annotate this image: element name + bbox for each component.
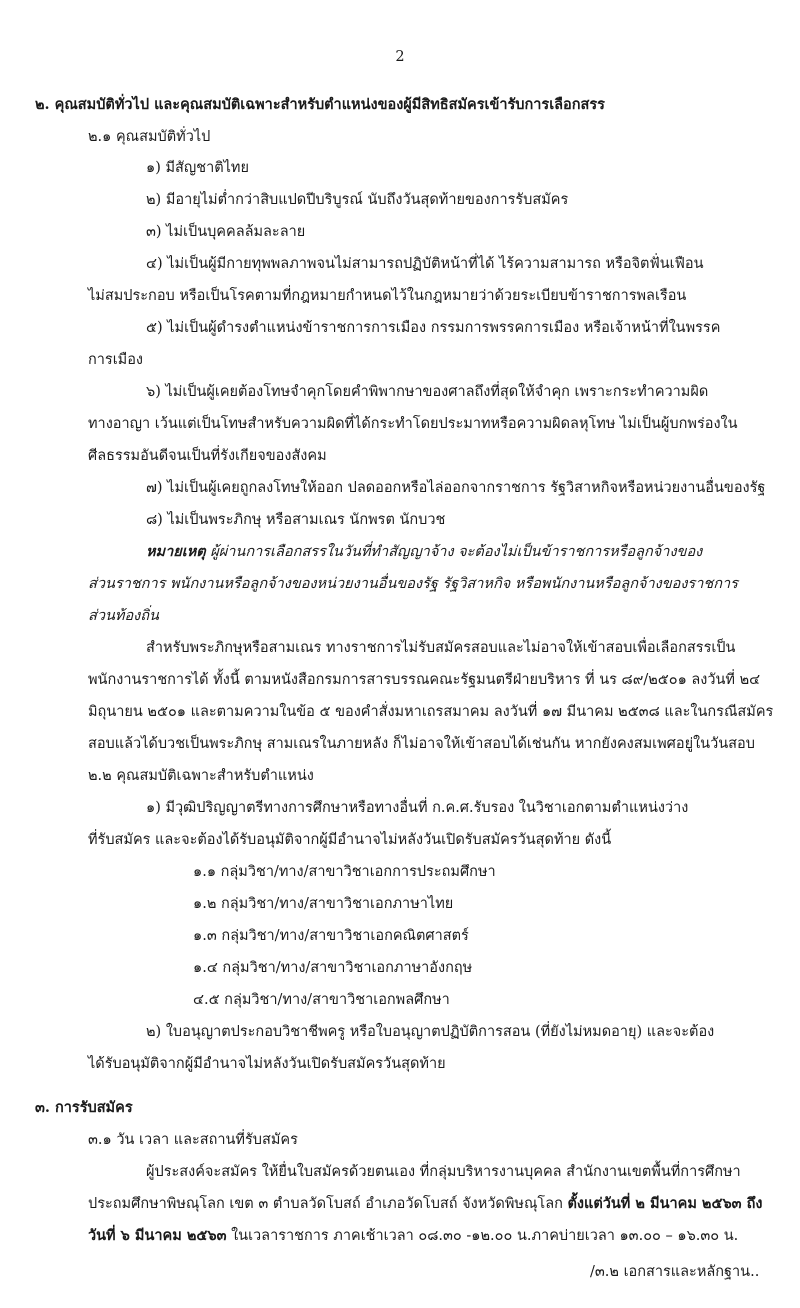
general-item-5-line-1: ๕) ไม่เป็นผู้ดำรงตำแหน่งข้าราชการการเมือง กรรมการพรรคการเมือง หรือเจ้าหน้าที่ในพรรค xyxy=(146,320,721,336)
note-text-1: ผู้ผ่านการเลือกสรรในวันที่ทำสัญญาจ้าง จะต้องไม่เป็นข้าราชการหรือลูกจ้างของ xyxy=(205,544,703,560)
section-2-heading: ๒. คุณสมบัติทั่วไป และคุณสมบัติเฉพาะสำหรับตำแหน่งของผู้มีสิทธิสมัครเข้ารับการเลือกสรร xyxy=(35,96,605,113)
section-3-heading: ๓. การรับสมัคร xyxy=(35,1099,133,1116)
general-item-6-line-3: ศีลธรรมอันดีจนเป็นที่รังเกียจของสังคม xyxy=(88,448,327,464)
general-item-2: ๒) มีอายุไม่ต่ำกว่าสิบแปดปีบริบูรณ์ นับถึงวันสุดท้ายของการรับสมัคร xyxy=(146,192,569,208)
general-item-3: ๓) ไม่เป็นบุคคลล้มละลาย xyxy=(146,224,306,240)
spec-item-2-line-2: ได้รับอนุมัติจากผู้มีอำนาจไม่หลังวันเปิดรับสมัครวันสุดท้าย xyxy=(88,1056,446,1072)
general-item-1: ๑) มีสัญชาติไทย xyxy=(146,160,249,176)
page-number: 2 xyxy=(395,49,405,65)
section-2-2-heading: ๒.๒ คุณสมบัติเฉพาะสำหรับตำแหน่ง xyxy=(88,768,314,784)
general-item-6-line-2: ทางอาญา เว้นแต่เป็นโทษสำหรับความผิดที่ได้กระทำโดยประมาทหรือความผิดลหุโทษ ไม่เป็นผู้บกพร่องใน xyxy=(88,416,738,432)
major-item: ๑.๓ กลุ่มวิชา/ทาง/สาขาวิชาเอกคณิตศาสตร์ xyxy=(193,928,469,944)
general-item-4-line-2: ไม่สมประกอบ หรือเป็นโรคตามที่กฎหมายกำหนดไว้ในกฎหมายว่าด้วยระเบียบข้าราชการพลเรือน xyxy=(88,288,687,304)
spec-item-1-line-2: ที่รับสมัคร และจะต้องได้รับอนุมัติจากผู้มีอำนาจไม่หลังวันเปิดรับสมัครวันสุดท้าย ดังนี้ xyxy=(88,832,612,848)
application-date-end: วันที่ ๖ มีนาคม ๒๕๖๓ xyxy=(88,1227,227,1244)
application-hours: ในเวลาราชการ ภาคเช้าเวลา ๐๘.๓๐ -๑๒.๐๐ น.ภาคบ่ายเวลา ๑๓.๐๐ – ๑๖.๓๐ น. xyxy=(226,1228,739,1244)
general-item-4-line-1: ๔) ไม่เป็นผู้มีกายทุพพลภาพจนไม่สามารถปฏิบัติหน้าที่ได้ ไร้ความสามารถ หรือจิตฟั่นเฟือน xyxy=(146,256,704,272)
monk-para-line-4: สอบแล้วได้บวชเป็นพระภิกษุ สามเณรในภายหลัง ก็ไม่อาจให้เข้าสอบได้เช่นกัน หากยังคงสมเพศอยู่ในวันสอบ xyxy=(88,736,755,752)
application-para-line-3 xyxy=(88,1226,738,1246)
major-item: ๑.๑ กลุ่มวิชา/ทาง/สาขาวิชาเอกการประถมศึกษา xyxy=(193,864,496,880)
major-item: ๔.๕ กลุ่มวิชา/ทาง/สาขาวิชาเอกพลศึกษา xyxy=(193,992,450,1008)
general-item-6-line-1: ๖) ไม่เป็นผู้เคยต้องโทษจำคุกโดยคำพิพากษาของศาลถึงที่สุดให้จำคุก เพราะกระทำความผิด xyxy=(146,384,709,400)
spec-item-2-line-1: ๒) ใบอนุญาตประกอบวิชาชีพครู หรือใบอนุญาตปฏิบัติการสอน (ที่ยังไม่หมดอายุ) และจะต้อง xyxy=(146,1024,715,1040)
general-item-8: ๘) ไม่เป็นพระภิกษุ หรือสามเณร นักพรต นักบวช xyxy=(146,512,446,528)
section-3-1-heading: ๓.๑ วัน เวลา และสถานที่รับสมัคร xyxy=(88,1132,298,1148)
section-2-1-heading: ๒.๑ คุณสมบัติทั่วไป xyxy=(88,129,211,145)
monk-para-line-2: พนักงานราชการได้ ทั้งนี้ ตามหนังสือกรมการสารบรรณคณะรัฐมนตรีฝ่ายบริหาร ที่ นร ๘๙/๒๕๐๑ ลงวันที่ ๒๔ xyxy=(88,672,761,688)
monk-para-line-3: มิถุนายน ๒๕๐๑ และตามความในข้อ ๕ ของคำสั่งมหาเถรสมาคม ลงวันที่ ๑๗ มีนาคม ๒๕๓๘ และในกรณีสมัคร xyxy=(88,704,774,720)
general-item-7: ๗) ไม่เป็นผู้เคยถูกลงโทษให้ออก ปลดออกหรือไล่ออกจากราชการ รัฐวิสาหกิจหรือหน่วยงานอื่นของรัฐ xyxy=(146,480,766,496)
note-label: หมายเหตุ xyxy=(146,543,206,560)
application-para-line-2 xyxy=(88,1194,762,1214)
general-item-5-line-2: การเมือง xyxy=(88,352,144,368)
note-line-1 xyxy=(146,542,702,562)
spec-item-1-line-1: ๑) มีวุฒิปริญญาตรีทางการศึกษาหรือทางอื่นที่ ก.ค.ศ.รับรอง ในวิชาเอกตามตำแหน่งว่าง xyxy=(146,800,689,816)
note-line-3: ส่วนท้องถิ่น xyxy=(88,608,159,624)
continued-marker: /๓.๒ เอกสารและหลักฐาน.. xyxy=(590,1264,760,1280)
note-line-2: ส่วนราชการ พนักงานหรือลูกจ้างของหน่วยงานอื่นของรัฐ รัฐวิสาหกิจ หรือพนักงานหรือลูกจ้างของราชการ xyxy=(88,576,738,592)
application-date-start: ตั้งแต่วันที่ ๒ มีนาคม ๒๕๖๓ ถึง xyxy=(567,1195,763,1212)
major-item: ๑.๔ กลุ่มวิชา/ทาง/สาขาวิชาเอกภาษาอังกฤษ xyxy=(193,960,473,976)
application-para-line-1: ผู้ประสงค์จะสมัคร ให้ยื่นใบสมัครด้วยตนเอง ที่กลุ่มบริหารงานบุคคล สำนักงานเขตพื้นที่การศึกษา xyxy=(146,1164,741,1180)
application-location: ประถมศึกษาพิษณุโลก เขต ๓ ตำบลวัดโบสถ์ อำเภอวัดโบสถ์ จังหวัดพิษณุโลก xyxy=(88,1196,568,1212)
monk-para-line-1: สำหรับพระภิกษุหรือสามเณร ทางราชการไม่รับสมัครสอบและไม่อาจให้เข้าสอบเพื่อเลือกสรรเป็น xyxy=(146,640,736,656)
major-item: ๑.๒ กลุ่มวิชา/ทาง/สาขาวิชาเอกภาษาไทย xyxy=(193,896,454,912)
